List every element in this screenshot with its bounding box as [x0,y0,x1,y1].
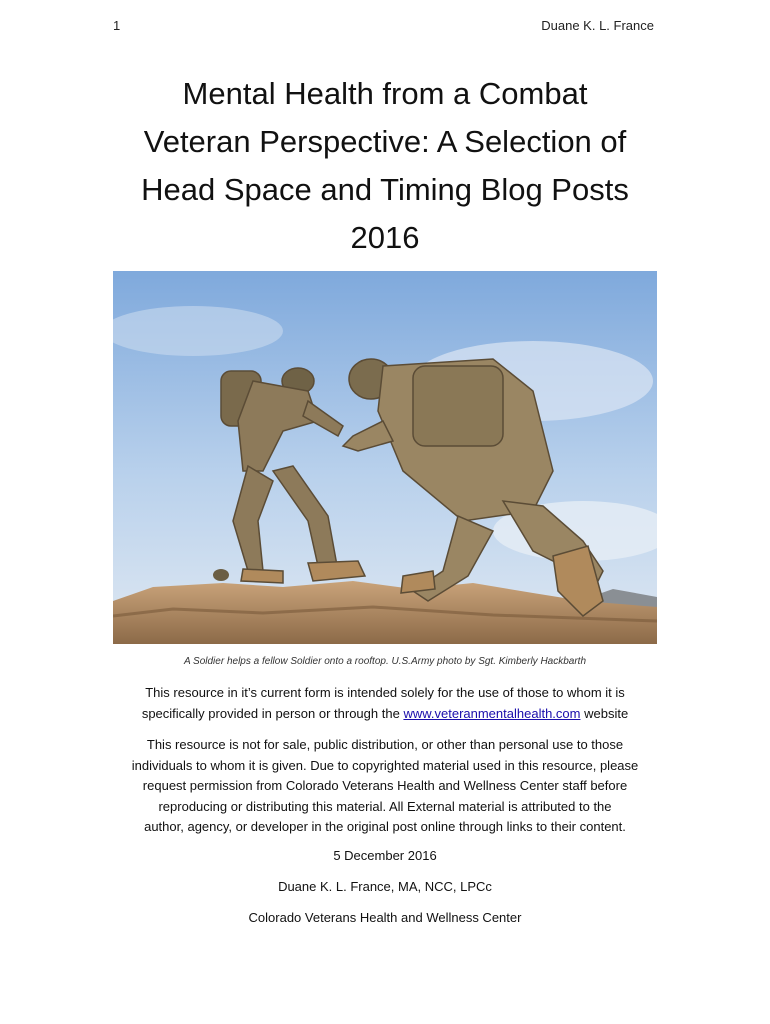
header-author: Duane K. L. France [541,18,654,33]
document-title [100,70,670,262]
photo-caption: A Soldier helps a fellow Soldier onto a rooftop. U.S.Army photo by Sgt. Kimberly Hackbarth [183,656,587,667]
publication-date: 5 December 2016 [333,848,437,863]
title-line-4: 2016 [350,220,420,255]
usage-line-2-suffix: website [584,705,629,721]
usage-line-1: This resource in it’s current form is intended solely for the use of those to whom it is [145,685,625,700]
soldiers-photo [113,271,657,644]
page-header [113,18,654,36]
usage-paragraph [105,683,665,724]
copyright-line-2: individuals to whom it is given. Due to copyrighted material used in this resource, please [131,757,639,773]
usage-line-2-prefix: specifically provided in person or through the [141,705,400,721]
copyright-line-5: author, agency, or developer in the original post online through links to their content. [144,819,626,834]
copyright-line-3: request permission from Colorado Veterans Health and Wellness Center staff before [142,778,628,793]
copyright-paragraph [105,735,665,838]
veteranmentalhealth-link[interactable]: www.veteranmentalhealth.com [403,705,581,721]
organization-name: Colorado Veterans Health and Wellness Center [248,910,522,925]
copyright-line-1: This resource is not for sale, public distribution, or other than personal use to those [146,737,624,752]
page-number: 1 [113,18,121,33]
title-line-2: Veteran Perspective: A Selection of [143,124,627,159]
copyright-line-4: reproducing or distributing this material. All External material is attributed to the [158,798,612,814]
title-line-3: Head Space and Timing Blog Posts [141,172,629,207]
usage-line-2 [105,704,665,725]
author-byline: Duane K. L. France, MA, NCC, LPCc [278,879,492,894]
title-line-1: Mental Health from a Combat [182,76,588,111]
